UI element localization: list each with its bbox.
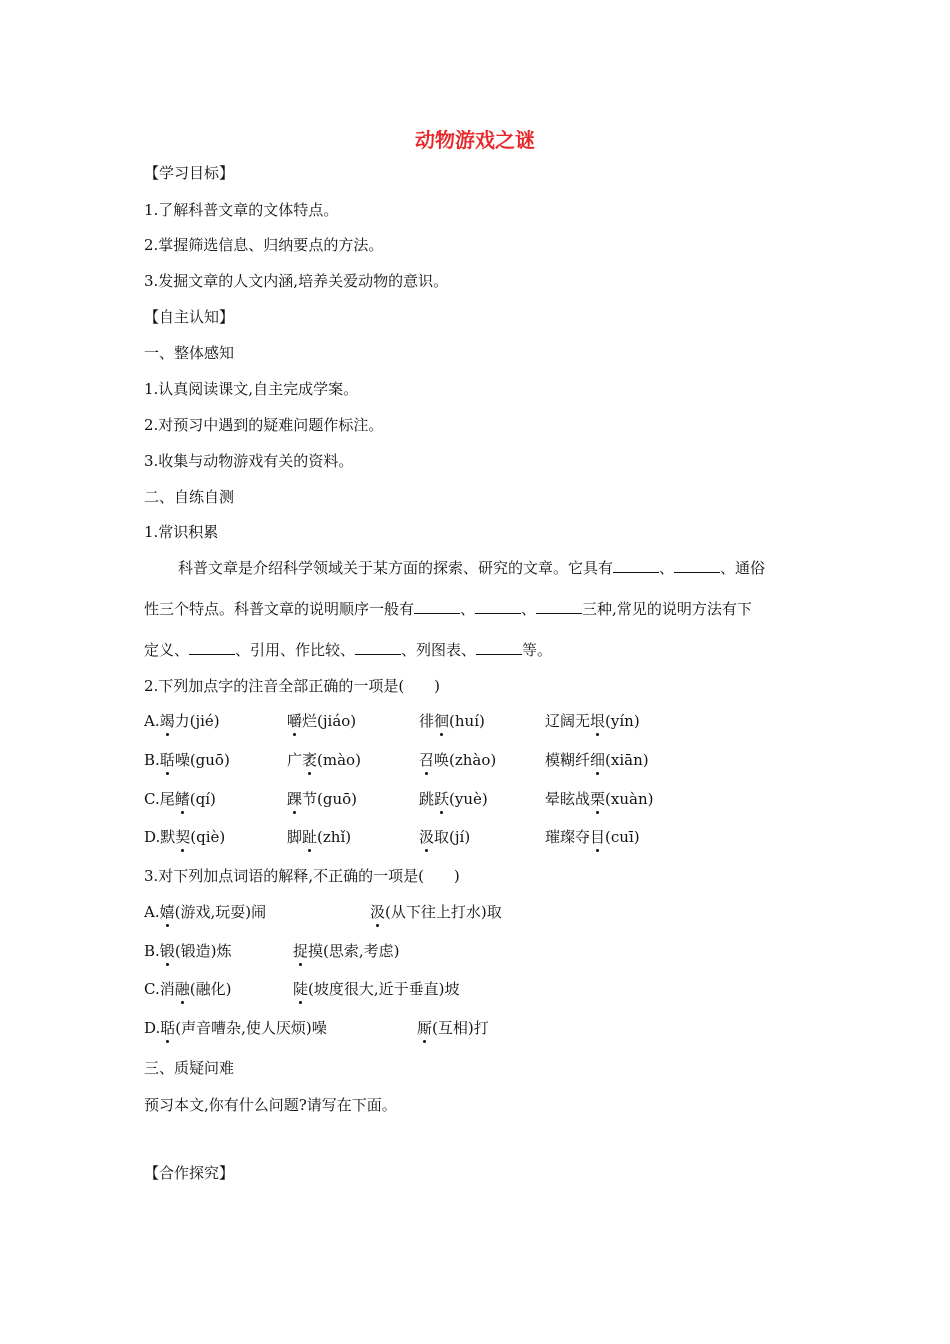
emphasized-char: 汲 bbox=[419, 828, 435, 846]
emphasized-char: 细 bbox=[590, 751, 606, 769]
goal-item: 3.发掘文章的人文内涵,培养关爱动物的意识。 bbox=[144, 272, 449, 290]
option-cell bbox=[144, 789, 216, 809]
option-suffix: (huí) bbox=[449, 712, 485, 730]
option-cell bbox=[287, 711, 356, 731]
option-prefix: 徘 bbox=[419, 712, 435, 730]
option-cell bbox=[144, 827, 225, 847]
option-prefix: 脚 bbox=[287, 828, 303, 846]
option-cell bbox=[419, 750, 496, 770]
option-cell bbox=[287, 827, 351, 847]
part-heading: 三、质疑问难 bbox=[144, 1059, 235, 1077]
option-suffix: (声音嘈杂,使人厌烦)噪 bbox=[175, 1019, 327, 1037]
option-suffix: 烂(jiáo) bbox=[302, 712, 357, 730]
option-suffix: 节(guō) bbox=[302, 790, 358, 808]
section-heading-coop: 【合作探究】 bbox=[144, 1164, 235, 1182]
answer-blank[interactable] bbox=[536, 599, 582, 614]
option-cell bbox=[287, 789, 357, 809]
option-prefix: 模糊纤 bbox=[545, 751, 591, 769]
option-cell bbox=[417, 1018, 489, 1038]
option-cell bbox=[545, 711, 640, 731]
option-suffix: (mào) bbox=[317, 751, 361, 769]
option-suffix: 力(jié) bbox=[174, 712, 220, 730]
fill-blank-line: 科普文章是介绍科学领域关于某方面的探索、研究的文章。它具有 、 、通俗 bbox=[178, 559, 766, 577]
option-suffix: 唤(zhào) bbox=[434, 751, 497, 769]
option-suffix: (xuàn) bbox=[605, 790, 654, 808]
emphasized-char: 厮 bbox=[417, 1019, 433, 1037]
emphasized-char: 契 bbox=[175, 828, 191, 846]
emphasized-char: 陡 bbox=[293, 980, 309, 998]
emphasized-char: 嬉 bbox=[159, 903, 175, 921]
option-prefix: A. bbox=[144, 712, 160, 730]
option-cell bbox=[144, 750, 230, 770]
emphasized-char: 融 bbox=[174, 980, 190, 998]
emphasized-char: 召 bbox=[419, 751, 435, 769]
option-suffix: (游戏,玩耍)闹 bbox=[174, 903, 267, 921]
option-cell bbox=[419, 827, 470, 847]
option-cell bbox=[293, 941, 400, 961]
answer-blank[interactable] bbox=[674, 558, 720, 573]
option-cell bbox=[545, 789, 653, 809]
option-cell bbox=[144, 902, 266, 922]
answer-blank[interactable] bbox=[355, 640, 401, 655]
option-suffix: (融化) bbox=[189, 980, 232, 998]
list-item: 1.认真阅读课文,自主完成学案。 bbox=[144, 380, 359, 398]
question-title: 2.下列加点字的注音全部正确的一项是( ) bbox=[144, 677, 441, 695]
question-title: 3.对下列加点词语的解释,不正确的一项是( ) bbox=[144, 867, 460, 885]
option-prefix: 广 bbox=[287, 751, 303, 769]
answer-blank[interactable] bbox=[189, 640, 235, 655]
fill-blank-line: 性三个特点。科普文章的说明顺序一般有 、 、 三种,常见的说明方法有下 bbox=[144, 600, 752, 618]
option-prefix: 辽阔无 bbox=[545, 712, 591, 730]
option-cell bbox=[419, 711, 485, 731]
emphasized-char: 聒 bbox=[159, 751, 175, 769]
part-heading: 一、整体感知 bbox=[144, 344, 235, 362]
option-suffix: 取(jí) bbox=[434, 828, 471, 846]
option-suffix: (yín) bbox=[605, 712, 640, 730]
option-cell bbox=[545, 750, 649, 770]
answer-blank[interactable] bbox=[476, 640, 522, 655]
emphasized-char: 目 bbox=[590, 828, 606, 846]
option-prefix: C.尾 bbox=[144, 790, 175, 808]
option-prefix: B. bbox=[144, 751, 160, 769]
answer-blank[interactable] bbox=[613, 558, 659, 573]
option-suffix: (yuè) bbox=[449, 790, 488, 808]
emphasized-char: 聒 bbox=[160, 1019, 176, 1037]
option-suffix: (互相)打 bbox=[432, 1019, 489, 1037]
option-suffix: (从下往上打水)取 bbox=[385, 903, 502, 921]
part-heading: 二、自练自测 bbox=[144, 488, 235, 506]
option-prefix: A. bbox=[144, 903, 160, 921]
section-heading-self: 【自主认知】 bbox=[144, 308, 235, 326]
option-suffix: (锻造)炼 bbox=[174, 942, 232, 960]
option-suffix: (cuī) bbox=[605, 828, 640, 846]
option-prefix: D.默 bbox=[144, 828, 176, 846]
option-suffix: (xiān) bbox=[605, 751, 649, 769]
option-prefix: D. bbox=[144, 1019, 161, 1037]
option-suffix: 摸(思索,考虑) bbox=[308, 942, 400, 960]
list-item: 2.对预习中遇到的疑难问题作标注。 bbox=[144, 416, 384, 434]
option-cell bbox=[287, 750, 361, 770]
answer-blank[interactable] bbox=[414, 599, 460, 614]
emphasized-char: 趾 bbox=[302, 828, 318, 846]
fill-blank-line: 定义、 、引用、作比较、 、列图表、 等。 bbox=[144, 641, 553, 659]
emphasized-char: 嚼 bbox=[287, 712, 303, 730]
option-suffix: (zhǐ) bbox=[317, 828, 352, 846]
emphasized-char: 鳍 bbox=[174, 790, 190, 808]
goal-item: 2.掌握筛选信息、归纳要点的方法。 bbox=[144, 236, 384, 254]
option-cell bbox=[144, 711, 220, 731]
instruction-text: 预习本文,你有什么问题?请写在下面。 bbox=[144, 1096, 397, 1114]
emphasized-char: 徊 bbox=[434, 712, 450, 730]
emphasized-char: 栗 bbox=[590, 790, 606, 808]
list-item: 3.收集与动物游戏有关的资料。 bbox=[144, 452, 354, 470]
option-prefix: 晕眩战 bbox=[545, 790, 591, 808]
goal-item: 1.了解科普文章的文体特点。 bbox=[144, 201, 339, 219]
answer-blank[interactable] bbox=[475, 599, 521, 614]
question-title: 1.常识积累 bbox=[144, 523, 219, 541]
emphasized-char: 踝 bbox=[287, 790, 303, 808]
option-suffix: (坡度很大,近于垂直)坡 bbox=[308, 980, 460, 998]
section-heading-goals: 【学习目标】 bbox=[144, 164, 235, 182]
option-suffix: (qiè) bbox=[190, 828, 226, 846]
option-cell bbox=[545, 827, 640, 847]
option-cell bbox=[419, 789, 488, 809]
emphasized-char: 竭 bbox=[159, 712, 175, 730]
option-prefix: 璀璨夺 bbox=[545, 828, 591, 846]
option-prefix: 跳 bbox=[419, 790, 435, 808]
option-cell bbox=[370, 902, 502, 922]
emphasized-char: 汲 bbox=[370, 903, 386, 921]
emphasized-char: 捉 bbox=[293, 942, 309, 960]
option-cell bbox=[144, 1018, 327, 1038]
option-prefix: C.消 bbox=[144, 980, 175, 998]
option-suffix: (qí) bbox=[189, 790, 216, 808]
option-cell bbox=[293, 979, 460, 999]
option-suffix: 噪(guō) bbox=[174, 751, 230, 769]
option-cell bbox=[144, 941, 232, 961]
option-cell bbox=[144, 979, 231, 999]
option-prefix: B. bbox=[144, 942, 160, 960]
emphasized-char: 锻 bbox=[159, 942, 175, 960]
page-title: 动物游戏之谜 bbox=[415, 128, 535, 152]
emphasized-char: 跃 bbox=[434, 790, 450, 808]
emphasized-char: 袤 bbox=[302, 751, 318, 769]
emphasized-char: 垠 bbox=[590, 712, 606, 730]
